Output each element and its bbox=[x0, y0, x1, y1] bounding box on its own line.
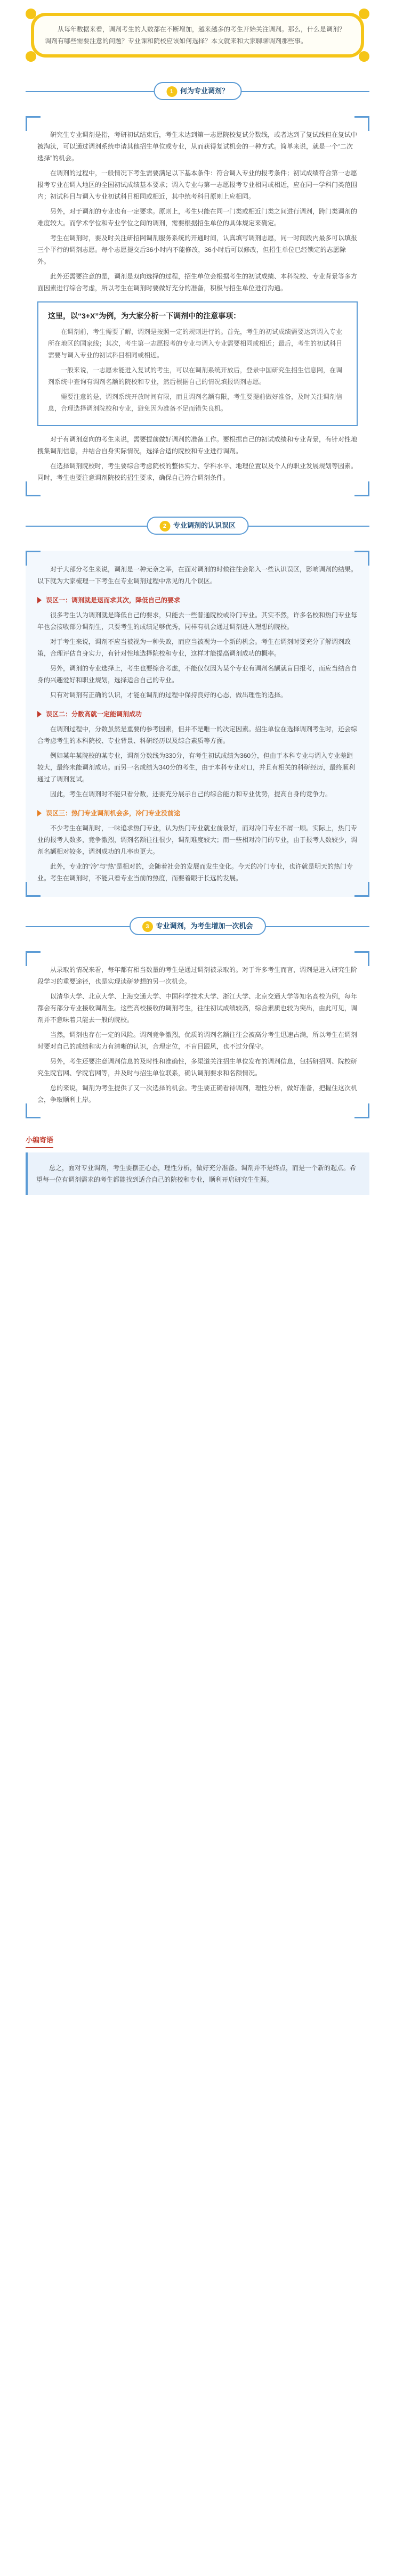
paragraph: 不少考生在调剂时，一味追求热门专业，认为热门专业就业前景好，而对冷门专业不屑一顾。实际上，热门专业的报考人数多，竞争激烈，调剂名额往往很少，调剂难度较大；而一些相对冷门的专业，由于报考人数较少，调剂名额相对较多，调剂成功的几率也更大。 bbox=[37, 824, 358, 855]
paragraph: 很多考生认为调剂就是降低自己的要求，只能去一些普通院校或冷门专业。其实不然，许多名校和热门专业每年也会接收部分调剂生，只要考生的成绩足够优秀，同样有机会通过调剂进入理想的院校。 bbox=[37, 611, 358, 631]
corner-bracket bbox=[354, 882, 369, 897]
paragraph: 总的来说，调剂为考生提供了又一次选择的机会。考生要正确看待调剂，理性分析，做好准备，把握住这次机会，争取顺利上岸。 bbox=[37, 1084, 358, 1103]
corner-bracket bbox=[26, 1103, 41, 1118]
paragraph: 从录取的情况来看，每年都有相当数量的考生是通过调剂被录取的。对于许多考生而言，调剂是进入研究生阶段学习的重要途径，也是实现读研梦想的另一次机会。 bbox=[37, 966, 358, 985]
paragraph: 例如某年某院校的某专业，调剂分数线为330分，有考生初试成绩为360分，但由于本科专业与调入专业差距较大，最终未能调剂成功。而另一名成绩为340分的考生，由于本科专业对口，并且有相关的科研经历，最终顺利通过了调剂复试。 bbox=[37, 752, 356, 783]
section-number: 2 bbox=[159, 521, 170, 531]
paragraph: 对于大部分考生来说，调剂是一种无奈之举，在面对调剂的时候往往会陷入一些认识误区，影响调剂的结果。以下就为大家梳理一下考生在专业调剂过程中常见的几个误区。 bbox=[37, 566, 358, 585]
paragraph: 考生在调剂时，要及时关注研招网调剂服务系统的开通时间，认真填写调剂志愿，同一时间段内最多可以填报三个平行的调剂志愿。每个志愿提交后36小时内不能修改，36小时后可以修改，但招生单位已经锁定的志愿除外。 bbox=[37, 234, 358, 265]
decorative-dot bbox=[26, 9, 36, 19]
intro-frame bbox=[26, 9, 369, 62]
corner-bracket bbox=[354, 951, 369, 966]
subheading-text: 误区二：分数高就一定能调剂成功 bbox=[46, 710, 142, 718]
paragraph: 在调剂过程中，分数虽然是重要的参考因素，但并不是唯一的决定因素。招生单位在选择调剂考生时，还会综合考虑考生的本科院校、专业背景、科研经历以及综合素质等方面。 bbox=[37, 725, 358, 745]
section-number: 1 bbox=[166, 86, 177, 97]
summary-section bbox=[26, 1134, 369, 1195]
paragraph: 另外，调剂的专业选择上，考生也要综合考虑，不能仅仅因为某个专业有调剂名额就盲目报考，而应当结合自身的兴趣爱好和职业规划，选择适合自己的专业。 bbox=[37, 665, 358, 684]
section-panel bbox=[26, 551, 369, 897]
subheading bbox=[37, 708, 358, 720]
subheading-text: 误区三：热门专业调剂机会多，冷门专业没前途 bbox=[46, 809, 181, 817]
triangle-bullet-icon bbox=[37, 711, 42, 717]
paragraph: 只有对调剂有正确的认识，才能在调剂的过程中保持良好的心态，做出理性的选择。 bbox=[50, 691, 287, 699]
section-header bbox=[26, 511, 369, 541]
paragraph: 在选择调剂院校时，考生要综合考虑院校的整体实力、学科水平、地理位置以及个人的职业发展规划等因素。同时，考生也要注意调剂院校的招生要求，确保自己符合调剂条件。 bbox=[37, 462, 358, 481]
callout-box bbox=[37, 301, 358, 426]
section-title-text: 专业调剂，为考生增加一次机会 bbox=[156, 922, 253, 930]
section-title-text: 何为专业调剂？ bbox=[180, 87, 229, 95]
corner-bracket bbox=[26, 951, 41, 966]
paragraph: 对于有调剂意向的考生来说，需要提前做好调剂的准备工作。要根据自己的初试成绩和专业背景，有针对性地搜集调剂信息，并结合自身实际情况，选择合适的院校和专业进行调剂。 bbox=[37, 436, 358, 455]
section-header bbox=[26, 912, 369, 942]
section-title bbox=[129, 917, 265, 935]
decorative-dot bbox=[359, 51, 369, 62]
section-number: 3 bbox=[142, 921, 152, 932]
paragraph: 在调剂的过程中，一般情况下考生需要满足以下基本条件：符合调入专业的报考条件；初试成绩符合第一志愿报考专业在调入地区的全国初试成绩基本要求；调入专业与第一志愿报考专业相同或相近，应在同一学科门类范围内；初试科目与调入专业初试科目相同或相近，其中统考科目原则上应相同。 bbox=[37, 169, 358, 200]
paragraph: 此外还需要注意的是，调剂是双向选择的过程，招生单位会根据考生的初试成绩、本科院校、专业背景等多方面因素进行综合考虑，所以考生在调剂时要做好充分的准备，积极与招生单位进行沟通。 bbox=[37, 273, 358, 292]
section-title bbox=[147, 517, 248, 535]
triangle-bullet-icon bbox=[37, 810, 42, 816]
paragraph: 另外，考生还要注意调剂信息的及时性和准确性，多渠道关注招生单位发布的调剂信息，包括研招网、院校研究生院官网、学院官网等，并及时与招生单位联系，确认调剂要求和名额情况。 bbox=[37, 1058, 358, 1077]
section-panel bbox=[26, 116, 369, 496]
summary-text: 总之，面对专业调剂，考生要摆正心态，理性分析，做好充分准备。调剂并不是终点，而是一个新的起点。希望每一位有调剂需求的考生都能找到适合自己的院校和专业，顺利开启研究生生涯。 bbox=[36, 1164, 357, 1183]
decorative-dot bbox=[26, 51, 36, 62]
decorative-dot bbox=[359, 9, 369, 19]
subheading-text: 误区一：调剂就是退而求其次，降低自己的要求 bbox=[46, 596, 181, 604]
intro-box bbox=[31, 13, 364, 58]
paragraph: 以清华大学、北京大学、上海交通大学、中国科学技术大学、浙江大学、北京交通大学等知名高校为例，每年都会有部分专业接收调剂生。这些高校接收的调剂考生，往往初试成绩较高，综合素质也较为突出，由此可见，调剂并不意味着只能去一般的院校。 bbox=[37, 993, 358, 1024]
section-title-text: 专业调剂的认识误区 bbox=[173, 521, 236, 529]
corner-bracket bbox=[26, 882, 41, 897]
paragraph: 另外，对于调剂的专业也有一定要求。原则上，考生只能在同一门类或相近门类之间进行调剂，跨门类调剂的难度较大。而学术学位和专业学位之间的调剂，需要根据招生单位的具体规定来确定。 bbox=[37, 208, 358, 227]
subheading bbox=[37, 594, 358, 606]
corner-bracket bbox=[26, 481, 41, 496]
section-panel bbox=[26, 951, 369, 1118]
corner-bracket bbox=[354, 551, 369, 566]
paragraph: 在调剂前，考生需要了解，调剂是按照一定的规则进行的。首先，考生的初试成绩需要达到调入专业所在地区的国家线；其次，考生第一志愿报考的专业与调入专业需要相同或相近；最后，考生的初试科目需要与调入专业的初试科目相同或相近。 bbox=[48, 328, 343, 359]
corner-bracket bbox=[26, 551, 41, 566]
paragraph: 对于考生来说，调剂不应当被视为一种失败，而应当被视为一个新的机会。考生在调剂时要充分了解调剂政策，合理评估自身实力，有针对性地选择院校和专业，这样才能提高调剂成功的概率。 bbox=[37, 638, 351, 657]
paragraph: 此外，专业的“冷”与“热”是相对的，会随着社会的发展而发生变化。今天的冷门专业，也许就是明天的热门专业。考生在调剂时，不能只看专业当前的热度，而要着眼于长远的发展。 bbox=[37, 863, 353, 882]
corner-bracket bbox=[354, 1103, 369, 1118]
paragraph: 需要注意的是，调剂系统开放时间有限，而且调剂名额有限，考生要提前做好准备，及时关注调剂信息，合理选择调剂院校和专业，避免因为准备不足而错失良机。 bbox=[48, 393, 343, 412]
section-title bbox=[154, 82, 241, 100]
triangle-bullet-icon bbox=[37, 597, 42, 603]
intro-text: 从每年数据来看，调剂考生的人数都在不断增加，越来越多的考生开始关注调剂。那么，什么是调剂？调剂有哪些需要注意的问题？专业课和院校应该如何选择？本文就来和大家聊聊调剂那些事。 bbox=[45, 26, 346, 45]
corner-bracket bbox=[354, 481, 369, 496]
corner-bracket bbox=[354, 116, 369, 131]
summary-box bbox=[26, 1152, 369, 1195]
section-header bbox=[26, 77, 369, 107]
summary-title: 小编寄语 bbox=[26, 1134, 53, 1148]
paragraph: 因此，考生在调剂时不能只看分数，还要充分展示自己的综合能力和专业优势，提高自身的竞争力。 bbox=[50, 790, 332, 798]
subheading bbox=[37, 807, 358, 819]
corner-bracket bbox=[26, 116, 41, 131]
paragraph: 一般来说，一志愿未能进入复试的考生，可以在调剂系统开放后，登录中国研究生招生信息网，在调剂系统中查询有调剂名额的院校和专业，然后根据自己的情况填报调剂志愿。 bbox=[48, 366, 343, 386]
paragraph: 当然，调剂也存在一定的风险。调剂竞争激烈，优质的调剂名额往往会被高分考生迅速占满，所以考生在调剂时要对自己的成绩和实力有清晰的认识，合理定位，不盲目跟风，也不过分保守。 bbox=[37, 1031, 358, 1050]
paragraph: 研究生专业调剂是指，考研初试结束后，考生未达到第一志愿院校复试分数线，或者达到了复试线但在复试中被淘汰，可以通过调剂系统申请其他招生单位或专业，从而获得复试机会的一种方式。简单来说，就是一个“二次选择”的机会。 bbox=[37, 131, 358, 162]
article-page bbox=[0, 0, 395, 1206]
callout-title: 这里，以“3+X”为例，为大家分析一下调剂中的注意事项： bbox=[48, 312, 241, 320]
